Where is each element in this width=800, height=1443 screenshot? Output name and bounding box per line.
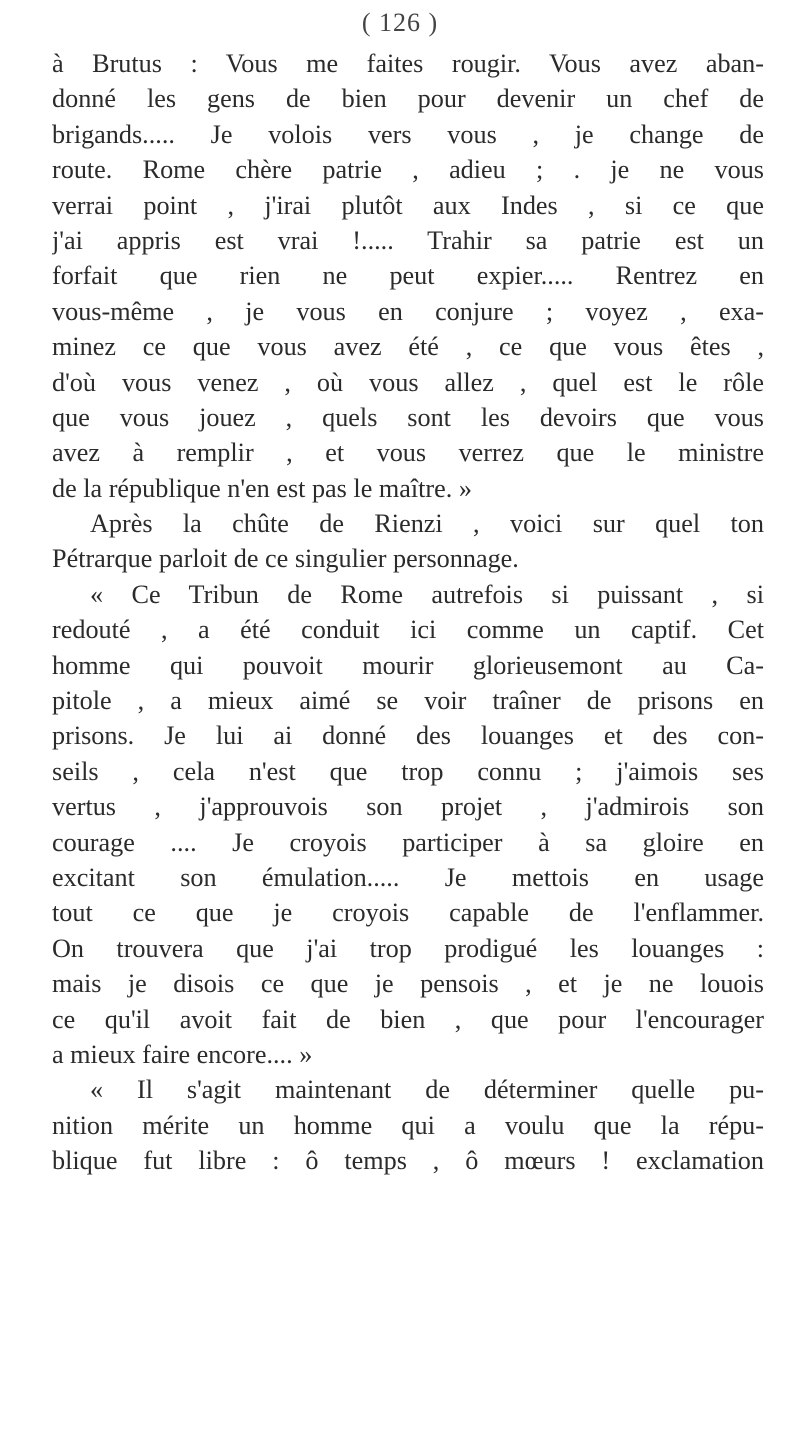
text-line: courage .... Je croyois participer à sa gloire en [52, 827, 764, 857]
text-line: brigands..... Je volois vers vous , je change de [52, 119, 764, 149]
text-line: tout ce que je croyois capable de l'enflammer. [52, 898, 764, 928]
text-line: « Ce Tribun de Rome autrefois si puissant , si [90, 579, 764, 609]
text-line: de la république n'en est pas le maître. » [52, 473, 472, 503]
text-line: minez ce que vous avez été , ce que vous êtes , [52, 332, 764, 362]
text-line: avez à remplir , et vous verrez que le ministre [52, 438, 764, 468]
text-line: route. Rome chère patrie , adieu ; . je ne vous [52, 155, 764, 185]
text-line: a mieux faire encore.... » [52, 1039, 313, 1069]
text-line: seils , cela n'est que trop connu ; j'aimois ses [52, 756, 764, 786]
text-line: redouté , a été conduit ici comme un captif. Cet [52, 615, 764, 645]
text-line: à Brutus : Vous me faites rougir. Vous avez aban- [52, 49, 764, 78]
text-line: Après la chûte de Rienzi , voici sur quel ton [90, 509, 764, 539]
text-line: que vous jouez , quels sont les devoirs que vous [52, 402, 764, 432]
page-number: ( 126 ) [361, 8, 439, 37]
text-line: vertus , j'approuvois son projet , j'admirois son [52, 792, 764, 822]
text-line: On trouvera que j'ai trop prodigué les louanges : [52, 933, 764, 963]
text-line: homme qui pouvoit mourir glorieusemont au Ca- [52, 650, 764, 680]
text-line: « Il s'agit maintenant de déterminer quelle pu- [90, 1075, 764, 1105]
text-line: pitole , a mieux aimé se voir traîner de prisons en [52, 686, 764, 716]
text-line: forfait que rien ne peut expier..... Rentrez en [52, 261, 764, 291]
text-line: blique fut libre : ô temps , ô mœurs ! exclamation [52, 1146, 764, 1176]
text-line: excitant son émulation..... Je mettois en usage [52, 862, 764, 892]
text-line: donné les gens de bien pour devenir un chef de [52, 84, 764, 114]
text-line: verrai point , j'irai plutôt aux Indes , si ce que [52, 190, 764, 220]
text-line: nition mérite un homme qui a voulu que la répu- [52, 1110, 764, 1140]
text-line: j'ai appris est vrai !..... Trahir sa patrie est un [52, 225, 764, 255]
text-line: prisons. Je lui ai donné des louanges et des con- [52, 721, 764, 751]
text-line: ce qu'il avoit fait de bien , que pour l'encourager [52, 1004, 764, 1034]
text-line: mais je disois ce que je pensois , et je ne louois [52, 969, 764, 999]
body-text [52, 46, 764, 1179]
text-line: Pétrarque parloit de ce singulier personnage. [52, 544, 519, 574]
text-line: vous-même , je vous en conjure ; voyez , exa- [52, 296, 764, 326]
text-line: d'où vous venez , où vous allez , quel est le rôle [52, 367, 764, 397]
